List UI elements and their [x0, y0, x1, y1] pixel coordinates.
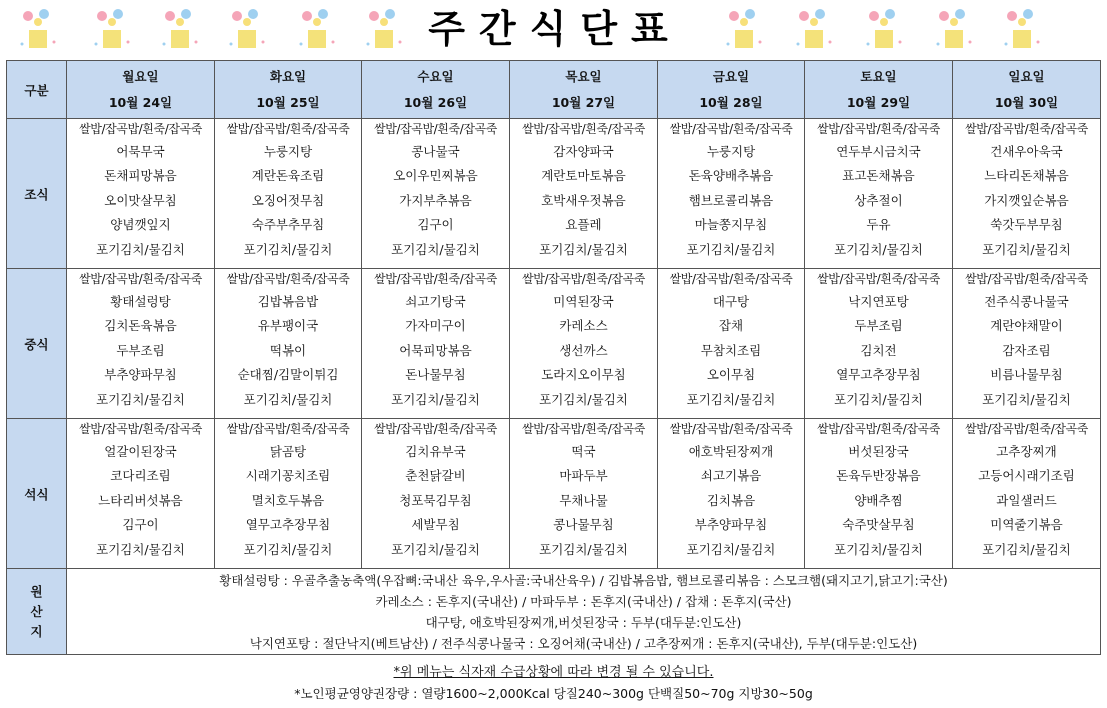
flower-vase-icon [16, 6, 60, 52]
day-header-mon [67, 61, 215, 119]
day-date: 10월 25일 [256, 94, 320, 110]
day-name: 금요일 [712, 68, 750, 84]
menu-item: 닭곰탕 [269, 444, 307, 459]
menu-cell [215, 269, 362, 419]
menu-item: 돈채피망볶음 [104, 168, 177, 184]
menu-item: 무참치조림 [700, 342, 762, 358]
menu-item: 포기김치/물김치 [539, 241, 628, 257]
menu-item: 가지깻잎순볶음 [984, 192, 1069, 208]
menu-item: 오이맛살무침 [104, 192, 177, 208]
meal-label: 조식 [7, 119, 67, 269]
menu-item: 쑥갓두부무침 [990, 217, 1063, 233]
menu-item: 포기김치/물김치 [243, 241, 333, 257]
menu-cell [658, 269, 805, 419]
menu-cell [510, 119, 658, 269]
menu-item: 상추절이 [854, 192, 903, 208]
meal-row-dinner [7, 419, 1101, 569]
menu-item: 양념깻잎지 [110, 217, 171, 233]
menu-item: 계란야채말이 [990, 318, 1063, 334]
flower-vase-icon [722, 6, 766, 52]
menu-item: 포기김치/물김치 [686, 241, 776, 257]
day-header-row [7, 61, 1101, 119]
menu-item: 포기김치/물김치 [834, 391, 923, 407]
origin-line: 황태설렁탕 : 우골추출농축액(우잡뼈:국내산 육우,우사골:국내산육우) / 김밥볶음밥, 햄브로콜리볶음 : 스모크햄(돼지고기,닭고기:국산) [219, 572, 948, 588]
menu-item: 고추장찌개 [996, 444, 1057, 459]
menu-item: 김치유부국 [405, 444, 466, 459]
menu-item: 오이우민찌볶음 [393, 168, 478, 184]
menu-item: 두부조림 [116, 342, 165, 358]
menu-item: 쌀밥/잡곡밥/흰죽/잡곡죽 [374, 422, 497, 436]
menu-item: 쌀밥/잡곡밥/흰죽/잡곡죽 [79, 122, 202, 136]
flower-vase-icon [225, 6, 269, 52]
nutrition-text: *노인평균영양권장량 : 열량1600~2,000Kcal 당질240~300g 단백질50~70g 지방30~50g [294, 686, 813, 701]
menu-item: 쌀밥/잡곡밥/흰죽/잡곡죽 [965, 422, 1088, 436]
menu-item: 열무고추장무침 [245, 517, 331, 533]
menu-item: 두유 [866, 217, 891, 233]
menu-item: 포기김치/물김치 [391, 241, 480, 257]
menu-item: 돈나물무침 [405, 367, 466, 383]
menu-item: 오징어젓무침 [251, 192, 325, 208]
menu-item: 열무고추장무침 [836, 367, 921, 383]
menu-item: 쌀밥/잡곡밥/흰죽/잡곡죽 [965, 272, 1088, 286]
origin-label [7, 569, 67, 655]
menu-item: 포기김치/물김치 [686, 541, 776, 557]
menu-item: 계란토마토볶음 [541, 168, 626, 184]
menu-item: 콩나물무침 [553, 517, 614, 533]
menu-cell [362, 419, 510, 569]
menu-item: 감자조림 [1002, 342, 1051, 358]
menu-item: 부추양파무침 [104, 367, 177, 383]
menu-cell [953, 119, 1101, 269]
menu-item: 양배추찜 [854, 492, 903, 508]
day-name: 화요일 [269, 68, 307, 84]
menu-item: 포기김치/물김치 [539, 391, 628, 407]
menu-cell [805, 119, 953, 269]
menu-item: 잡채 [718, 318, 744, 334]
menu-item: 유부팽이국 [257, 318, 319, 334]
menu-item: 애호박된장찌개 [688, 444, 774, 459]
menu-item: 도라지오이무침 [541, 367, 626, 383]
menu-item: 오이무침 [706, 367, 756, 383]
origin-row [7, 569, 1101, 655]
day-date: 10월 27일 [551, 94, 616, 110]
meal-label: 석식 [7, 419, 67, 569]
menu-item: 쌀밥/잡곡밥/흰죽/잡곡죽 [669, 422, 793, 436]
menu-item: 떡국 [571, 444, 596, 459]
menu-item: 쌀밥/잡곡밥/흰죽/잡곡죽 [522, 122, 645, 136]
flower-vase-icon [295, 6, 339, 52]
menu-item: 쌀밥/잡곡밥/흰죽/잡곡죽 [669, 122, 793, 136]
origin-label-char: 원 [30, 583, 43, 599]
menu-item: 김치볶음 [706, 492, 756, 508]
menu-item: 과일샐러드 [996, 492, 1057, 508]
menu-item: 표고돈채볶음 [842, 168, 915, 184]
menu-item: 쌀밥/잡곡밥/흰죽/잡곡죽 [374, 272, 497, 286]
day-date: 10월 24일 [108, 94, 173, 110]
menu-item: 쌀밥/잡곡밥/흰죽/잡곡죽 [374, 122, 497, 136]
day-name: 일요일 [1008, 68, 1045, 84]
menu-item: 돈육양배추볶음 [688, 168, 774, 184]
header-label: 구분 [7, 61, 67, 119]
menu-cell [953, 419, 1101, 569]
day-name: 월요일 [122, 68, 159, 84]
menu-item: 느타리버섯볶음 [98, 492, 183, 508]
day-header-fri [658, 61, 805, 119]
menu-item: 김구이 [417, 217, 454, 233]
menu-item: 포기김치/물김치 [982, 541, 1071, 557]
menu-item: 멸치호두볶음 [251, 492, 325, 508]
flower-vase-icon [1000, 6, 1044, 52]
menu-item: 김치돈육볶음 [104, 318, 177, 334]
menu-item: 숙주맛살무침 [842, 517, 915, 533]
menu-item: 포기김치/물김치 [391, 541, 480, 557]
origin-label-char: 산 [30, 603, 43, 619]
menu-cell [510, 269, 658, 419]
menu-item: 포기김치/물김치 [96, 391, 185, 407]
menu-item: 포기김치/물김치 [982, 241, 1071, 257]
menu-item: 코다리조림 [110, 468, 171, 484]
menu-item: 마늘쫑지무침 [694, 217, 768, 233]
menu-cell [953, 269, 1101, 419]
menu-item: 쌀밥/잡곡밥/흰죽/잡곡죽 [79, 422, 202, 436]
menu-item: 누룽지탕 [263, 144, 313, 159]
menu-item: 포기김치/물김치 [834, 541, 923, 557]
menu-cell [67, 419, 215, 569]
menu-item: 두부조림 [854, 318, 903, 334]
menu-item: 포기김치/물김치 [982, 391, 1071, 407]
origin-line: 카레소스 : 돈후지(국내산) / 마파두부 : 돈후지(국내산) / 잡채 : 돈후지(국산) [375, 593, 792, 609]
day-name: 목요일 [565, 68, 602, 84]
menu-item: 얼갈이된장국 [104, 444, 177, 459]
menu-item: 호박새우젓볶음 [541, 192, 626, 208]
menu-item: 포기김치/물김치 [391, 391, 480, 407]
menu-cell [215, 419, 362, 569]
menu-item: 김구이 [122, 517, 159, 533]
menu-item: 마파두부 [559, 468, 608, 484]
menu-item: 쌀밥/잡곡밥/흰죽/잡곡죽 [522, 422, 645, 436]
menu-item: 쌀밥/잡곡밥/흰죽/잡곡죽 [817, 122, 940, 136]
flower-vase-icon [792, 6, 836, 52]
menu-item: 포기김치/물김치 [539, 541, 628, 557]
menu-cell [67, 119, 215, 269]
menu-cell [510, 419, 658, 569]
menu-item: 순대찜/김말이튀김 [237, 367, 339, 383]
day-header-wed [362, 61, 510, 119]
menu-item: 포기김치/물김치 [243, 391, 333, 407]
origin-line: 낙지연포탕 : 절단낙지(베트남산) / 전주식콩나물국 : 오징어채(국내산) / 고추장찌개 : 돈후지(국내산), 두부(대두분:인도산) [249, 635, 918, 651]
flower-vase-icon [90, 6, 134, 52]
menu-cell [215, 119, 362, 269]
menu-item: 무채나물 [559, 492, 608, 508]
menu-item: 비름나물무침 [990, 367, 1063, 383]
day-name: 수요일 [417, 68, 454, 84]
menu-item: 생선까스 [559, 342, 608, 358]
menu-item: 쇠고기탕국 [405, 294, 466, 309]
meal-label: 중식 [7, 269, 67, 419]
menu-item: 황태설렁탕 [110, 294, 171, 309]
day-header-sun [953, 61, 1101, 119]
menu-item: 쌀밥/잡곡밥/흰죽/잡곡죽 [817, 272, 940, 286]
menu-cell [658, 419, 805, 569]
menu-item: 포기김치/물김치 [96, 541, 185, 557]
menu-item: 버섯된장국 [848, 444, 909, 459]
menu-item: 카레소스 [559, 318, 608, 334]
menu-cell [362, 269, 510, 419]
menu-item: 계란돈육조림 [251, 168, 325, 184]
weekly-menu-table [6, 60, 1101, 655]
menu-item: 고등어시래기조림 [978, 468, 1075, 484]
flower-vase-icon [158, 6, 202, 52]
menu-cell [67, 269, 215, 419]
menu-item: 쌀밥/잡곡밥/흰죽/잡곡죽 [522, 272, 645, 286]
menu-cell [805, 269, 953, 419]
menu-item: 청포묵김무침 [399, 492, 472, 508]
menu-item: 가지부추볶음 [399, 192, 472, 208]
menu-item: 건새우아욱국 [990, 144, 1063, 159]
menu-item: 콩나물국 [411, 144, 460, 159]
origin-label-char: 지 [30, 623, 43, 639]
day-header-tue [215, 61, 362, 119]
day-header-thu [510, 61, 658, 119]
day-date: 10월 29일 [846, 94, 911, 110]
day-date: 10월 30일 [994, 94, 1059, 110]
menu-item: 숙주부추무침 [251, 217, 325, 233]
menu-item: 포기김치/물김치 [96, 241, 185, 257]
menu-item: 돈육두반장볶음 [836, 468, 921, 484]
flower-vase-icon [862, 6, 906, 52]
menu-item: 대구탕 [712, 294, 750, 309]
menu-item: 연두부시금치국 [836, 144, 921, 159]
flower-vase-icon [932, 6, 976, 52]
menu-item: 어묵무국 [116, 144, 165, 159]
menu-item: 김치전 [860, 342, 897, 358]
menu-item: 가자미구이 [405, 318, 466, 334]
menu-item: 느타리돈채볶음 [984, 168, 1069, 184]
menu-item: 쌀밥/잡곡밥/흰죽/잡곡죽 [79, 272, 202, 286]
menu-item: 쌀밥/잡곡밥/흰죽/잡곡죽 [817, 422, 940, 436]
meal-row-breakfast [7, 119, 1101, 269]
menu-item: 포기김치/물김치 [243, 541, 333, 557]
menu-item: 포기김치/물김치 [686, 391, 776, 407]
menu-item: 어묵피망볶음 [399, 342, 472, 358]
menu-item: 쌀밥/잡곡밥/흰죽/잡곡죽 [226, 422, 350, 436]
menu-item: 쌀밥/잡곡밥/흰죽/잡곡죽 [965, 122, 1088, 136]
day-header-sat [805, 61, 953, 119]
menu-item: 포기김치/물김치 [834, 241, 923, 257]
page-title: 주간식단표 [428, 7, 682, 51]
menu-item: 쌀밥/잡곡밥/흰죽/잡곡죽 [226, 272, 350, 286]
menu-item: 낙지연포탕 [848, 294, 909, 309]
menu-item: 전주식콩나물국 [984, 294, 1069, 309]
menu-item: 미역줄기볶음 [990, 517, 1063, 533]
menu-item: 김밥볶음밥 [257, 294, 319, 309]
menu-item: 미역된장국 [553, 294, 614, 309]
menu-item: 쌀밥/잡곡밥/흰죽/잡곡죽 [226, 122, 350, 136]
menu-item: 시래기꽁치조림 [245, 468, 331, 484]
menu-cell [658, 119, 805, 269]
meal-row-lunch [7, 269, 1101, 419]
menu-item: 누룽지탕 [706, 144, 756, 159]
menu-item: 감자양파국 [553, 144, 614, 159]
menu-item: 요플레 [565, 217, 602, 233]
origin-line: 대구탕, 애호박된장찌개,버섯된장국 : 두부(대두분:인도산) [425, 614, 742, 630]
day-date: 10월 26일 [403, 94, 468, 110]
menu-cell [362, 119, 510, 269]
menu-item: 세발무침 [411, 517, 460, 533]
menu-cell [805, 419, 953, 569]
menu-item: 떡볶이 [269, 342, 307, 358]
menu-item: 쌀밥/잡곡밥/흰죽/잡곡죽 [669, 272, 793, 286]
menu-item: 쇠고기볶음 [700, 468, 762, 484]
page-header [0, 0, 1107, 58]
day-date: 10월 28일 [699, 94, 763, 110]
menu-item: 춘천닭갈비 [405, 468, 466, 484]
menu-item: 햄브로콜리볶음 [688, 192, 774, 208]
origin-info [67, 569, 1101, 655]
day-name: 토요일 [860, 68, 897, 84]
menu-item: 부추양파무침 [694, 517, 768, 533]
notice-text: *위 메뉴는 식자재 수급상황에 따라 변경 될 수 있습니다. [393, 665, 714, 680]
